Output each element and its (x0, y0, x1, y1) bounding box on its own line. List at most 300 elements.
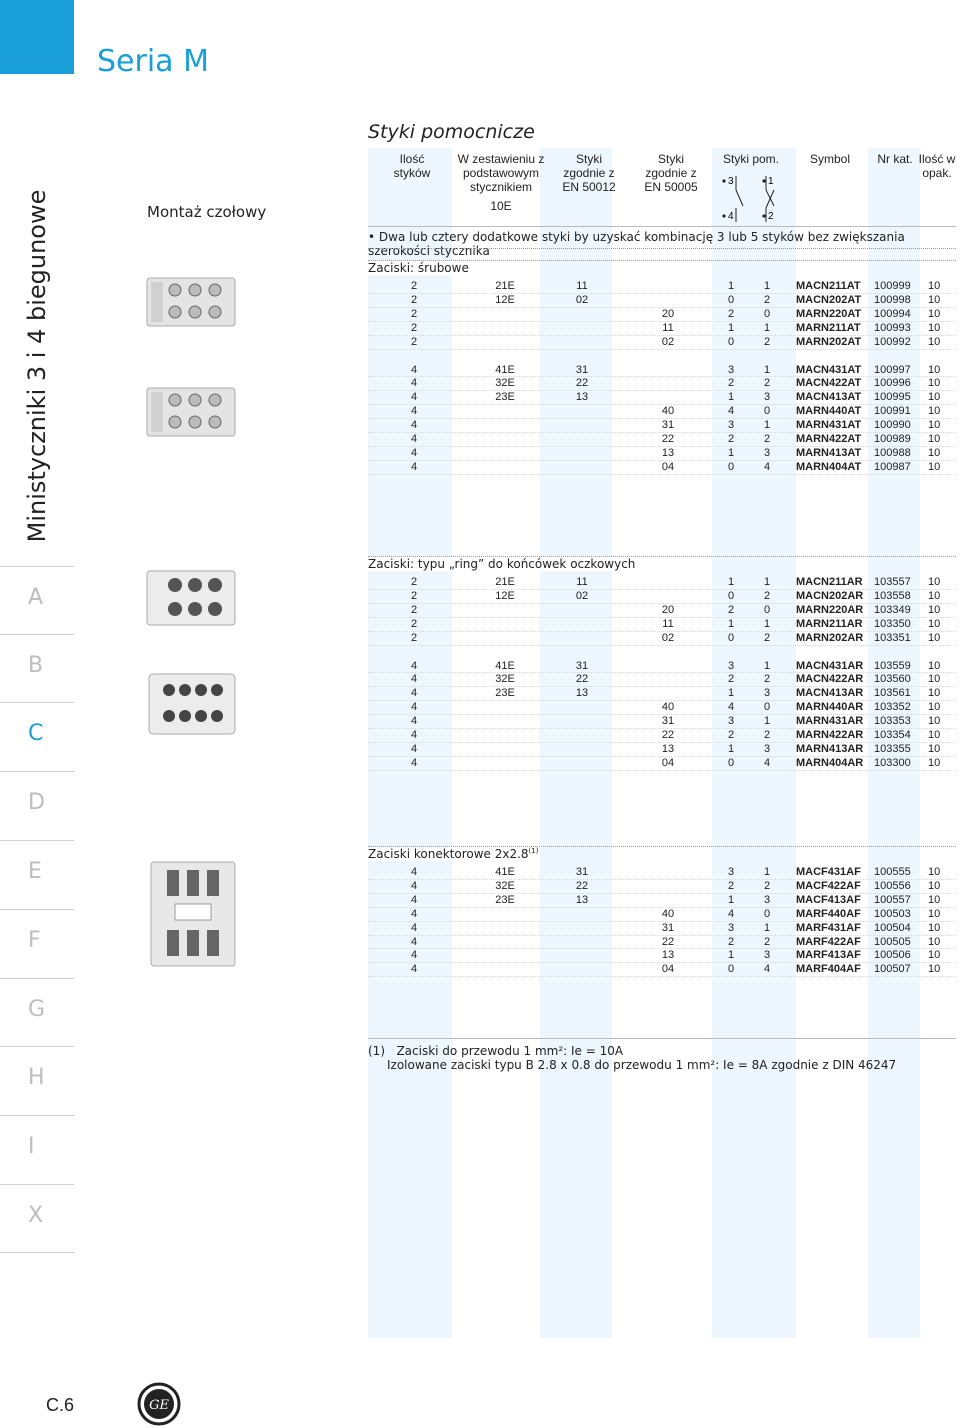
cell-symbol: MARN211AR (796, 617, 863, 630)
contact-diagram-icon (716, 168, 786, 226)
page-title: Seria M (97, 44, 209, 79)
table-row (368, 618, 956, 632)
cell-nz: 1 (727, 742, 735, 755)
cell-en50012: 31 (575, 866, 589, 878)
footnote-line2: Izolowane zaciski typu B 2.8 x 0.8 do przewodu 1 mm²: Ie = 8A zgodnie z DIN 46247 (387, 1058, 897, 1072)
cell-opak: 10 (928, 335, 941, 348)
cell-nr-kat: 100556 (874, 879, 911, 892)
section-label (368, 557, 635, 571)
cell-nz: 2 (727, 307, 735, 320)
cell-no: 1 (763, 576, 771, 588)
cell-no: 2 (763, 879, 771, 892)
table-row (368, 687, 956, 701)
cell-symbol: MACN211AR (796, 576, 863, 588)
cell-symbol: MARN211AT (796, 321, 861, 334)
cell-nr-kat: 103561 (874, 687, 911, 700)
cell-opak: 10 (928, 921, 941, 934)
cell-ilosc: 4 (410, 673, 418, 686)
cell-symbol: MARN440AR (796, 701, 864, 714)
cell-ilosc: 4 (410, 377, 418, 390)
cell-en50005: 40 (661, 405, 675, 418)
cell-symbol: MACN422AT (796, 377, 862, 390)
cell-opak: 10 (928, 729, 941, 741)
footnote-line1: Zaciski do przewodu 1 mm²: Ie = 10A (396, 1044, 624, 1058)
cell-en50012: 11 (576, 576, 588, 588)
cell-opak: 10 (928, 280, 941, 292)
cell-en50005: 13 (661, 742, 675, 755)
cell-en50012: 13 (575, 687, 589, 700)
cell-no: 1 (763, 715, 771, 728)
cell-symbol: MACN431AT (796, 363, 862, 376)
cell-no: 2 (763, 293, 771, 306)
cell-symbol: MARN220AR (796, 603, 864, 616)
cell-nr-kat: 100990 (874, 419, 911, 432)
cell-zestawienie: 21E (495, 280, 515, 292)
header-nr-kat: Nr kat. (877, 152, 913, 166)
cell-nz: 3 (727, 659, 735, 672)
cell-nr-kat: 103560 (874, 673, 911, 686)
cell-nr-kat: 100999 (874, 280, 911, 292)
cell-ilosc: 2 (410, 589, 418, 602)
section-index-c[interactable]: C (0, 702, 74, 770)
cell-en50005: 02 (661, 335, 675, 348)
cell-symbol: MARN413AR (796, 742, 864, 755)
table-row (368, 729, 956, 743)
cell-en50005: 04 (661, 756, 675, 769)
cell-symbol: MACN422AR (796, 673, 864, 686)
table-row (368, 922, 956, 936)
cell-nz: 2 (727, 433, 735, 445)
cell-nr-kat: 100555 (874, 866, 911, 878)
cell-en50005: 11 (662, 321, 674, 334)
mount-label: Montaż czołowy (147, 203, 267, 221)
section-index-i[interactable]: I (0, 1115, 74, 1183)
rail-end (0, 1252, 74, 1272)
cell-ilosc: 4 (410, 446, 418, 459)
cell-ilosc: 4 (410, 687, 418, 700)
cell-zestawienie: 32E (495, 879, 515, 892)
cell-no: 0 (763, 907, 771, 920)
cell-no: 2 (763, 631, 771, 644)
cell-opak: 10 (928, 293, 941, 306)
table-row (368, 936, 956, 950)
section-index-a[interactable]: A (0, 566, 74, 634)
row-divider (368, 474, 956, 475)
table-row (368, 433, 956, 447)
cell-opak: 10 (928, 617, 941, 630)
divider (368, 226, 956, 227)
cell-opak: 10 (928, 433, 941, 445)
cell-nz: 3 (727, 419, 735, 432)
row-divider (368, 976, 956, 977)
cell-no: 0 (763, 701, 771, 714)
cell-no: 4 (763, 460, 771, 473)
table-row (368, 405, 956, 419)
diagram-label: 2 (768, 211, 774, 222)
cell-no: 1 (763, 419, 771, 432)
cell-symbol: MARN404AR (796, 756, 864, 769)
cell-no: 2 (763, 335, 771, 348)
cell-symbol: MARN440AT (796, 405, 862, 418)
cell-zestawienie: 32E (495, 377, 515, 390)
cell-nr-kat: 100988 (874, 446, 911, 459)
table-row (368, 908, 956, 922)
section-label (368, 261, 469, 275)
cell-en50005: 31 (661, 921, 675, 934)
note-text: Dwa lub cztery dodatkowe styki by uzyskać kombinację 3 lub 5 styków bez zwiększania szerokości stycznika (368, 230, 905, 258)
cell-nz: 3 (727, 866, 735, 878)
cell-ilosc: 2 (410, 321, 418, 334)
cell-ilosc: 2 (410, 335, 418, 348)
section-index-d[interactable]: D (0, 771, 74, 839)
cell-opak: 10 (928, 659, 941, 672)
header-ilosc-opak: Ilość w opak. (918, 152, 956, 180)
cell-nz: 0 (727, 589, 735, 602)
table-row (368, 715, 956, 729)
cell-en50005: 31 (661, 419, 675, 432)
cell-symbol: MACN202AT (796, 293, 862, 306)
cell-no: 1 (763, 659, 771, 672)
section-index-h[interactable]: H (0, 1046, 74, 1114)
cell-en50005: 40 (661, 907, 675, 920)
cell-ilosc: 2 (410, 631, 418, 644)
cell-ilosc: 2 (410, 293, 418, 306)
cell-nz: 2 (727, 729, 735, 741)
cell-ilosc: 4 (410, 419, 418, 432)
cell-no: 4 (763, 756, 771, 769)
cell-nz: 1 (727, 687, 735, 700)
cell-no: 1 (763, 321, 771, 334)
cell-no: 0 (763, 307, 771, 320)
cell-nz: 3 (727, 921, 735, 934)
section-index-g[interactable]: G (0, 978, 74, 1046)
cell-ilosc: 4 (410, 742, 418, 755)
cell-opak: 10 (928, 756, 941, 769)
cell-en50005: 40 (661, 701, 675, 714)
divider (368, 1038, 956, 1039)
cell-nr-kat: 103355 (874, 742, 911, 755)
cell-no: 2 (763, 377, 771, 390)
cell-no: 2 (763, 433, 771, 445)
cell-nr-kat: 100994 (874, 307, 911, 320)
table-row (368, 894, 956, 908)
table-row (368, 604, 956, 618)
cell-en50012: 02 (575, 293, 589, 306)
section-index-e[interactable]: E (0, 840, 74, 908)
footnote-marker: (1) (368, 1044, 385, 1058)
product-photo (145, 270, 240, 332)
cell-ilosc: 4 (410, 935, 418, 948)
cell-symbol: MACN202AR (796, 589, 864, 602)
row-divider (368, 770, 956, 771)
cell-no: 3 (763, 949, 771, 962)
cell-opak: 10 (928, 631, 941, 644)
table-row (368, 419, 956, 433)
cell-en50005: 22 (661, 433, 675, 445)
cell-no: 2 (763, 589, 771, 602)
divider (368, 248, 956, 249)
cell-nz: 3 (727, 363, 735, 376)
cell-nz: 1 (727, 391, 735, 404)
cell-symbol: MARF440AF (796, 907, 861, 920)
header-symbol: Symbol (809, 152, 850, 166)
cell-no: 3 (763, 391, 771, 404)
cell-ilosc: 2 (410, 280, 418, 292)
cell-ilosc: 4 (410, 405, 418, 418)
cell-opak: 10 (928, 701, 941, 714)
cell-ilosc: 4 (410, 756, 418, 769)
cell-opak: 10 (928, 879, 941, 892)
cell-nz: 1 (727, 280, 735, 292)
cell-en50005: 02 (661, 631, 675, 644)
cell-nz: 3 (727, 715, 735, 728)
cell-symbol: MARF413AF (796, 949, 861, 962)
cell-nr-kat: 100557 (874, 893, 911, 906)
cell-nr-kat: 100506 (874, 949, 911, 962)
cell-no: 2 (763, 935, 771, 948)
cell-nz: 2 (727, 879, 735, 892)
table-row (368, 701, 956, 715)
cell-ilosc: 2 (410, 307, 418, 320)
cell-nz: 4 (727, 405, 735, 418)
cell-nr-kat: 103349 (874, 603, 911, 616)
footnote (368, 1044, 896, 1072)
cell-en50005: 04 (661, 963, 675, 976)
cell-ilosc: 2 (410, 603, 418, 616)
cell-no: 4 (763, 963, 771, 976)
table-row (368, 322, 956, 336)
cell-en50005: 22 (661, 935, 675, 948)
cell-ilosc: 4 (410, 460, 418, 473)
footnote-ref: (1) (528, 847, 539, 855)
cell-symbol: MARN220AT (796, 307, 862, 320)
cell-en50012: 31 (575, 659, 589, 672)
cell-nr-kat: 100998 (874, 293, 911, 306)
cell-no: 1 (763, 617, 771, 630)
header-w-zestawieniu: W zestawieniu z podstawowym stycznikiem (457, 152, 545, 194)
diagram-label: 4 (728, 211, 734, 222)
cell-opak: 10 (928, 935, 941, 948)
cell-opak: 10 (928, 893, 941, 906)
cell-en50005: 04 (661, 460, 675, 473)
cell-nz: 0 (727, 335, 735, 348)
cell-no: 3 (763, 742, 771, 755)
cell-ilosc: 4 (410, 949, 418, 962)
cell-nr-kat: 100503 (874, 907, 911, 920)
cell-ilosc: 4 (410, 866, 418, 878)
section-title: Styki pomocnicze (368, 121, 535, 143)
cell-en50005: 22 (661, 729, 675, 741)
section-index (0, 0, 74, 1428)
cell-symbol: MARN202AT (796, 335, 862, 348)
cell-zestawienie: 23E (495, 391, 515, 404)
cell-en50005: 31 (661, 715, 675, 728)
cell-symbol: MARN202AR (796, 631, 864, 644)
row-divider (368, 349, 956, 350)
cell-zestawienie: 41E (495, 866, 515, 878)
header-en50012: Styki zgodnie z EN 50012 (562, 152, 616, 194)
cell-opak: 10 (928, 715, 941, 728)
cell-zestawienie: 41E (495, 659, 515, 672)
cell-nr-kat: 103558 (874, 589, 911, 602)
cell-opak: 10 (928, 603, 941, 616)
cell-symbol: MARN404AT (796, 460, 862, 473)
table-row (368, 364, 956, 378)
cell-ilosc: 4 (410, 921, 418, 934)
cell-nr-kat: 100505 (874, 935, 911, 948)
cell-en50012: 22 (575, 673, 589, 686)
section-label-text: Zaciski: typu „ring” do końcówek oczkowych (368, 557, 636, 571)
cell-nr-kat: 100992 (874, 335, 911, 348)
cell-symbol: MACF413AF (796, 893, 861, 906)
product-photo (145, 670, 240, 740)
cell-symbol: MARN422AT (796, 433, 862, 445)
product-photo (145, 565, 240, 630)
cell-opak: 10 (928, 673, 941, 686)
cell-no: 1 (763, 363, 771, 376)
cell-ilosc: 4 (410, 893, 418, 906)
cell-no: 0 (763, 405, 771, 418)
cell-opak: 10 (928, 363, 941, 376)
table-row (368, 866, 956, 880)
cell-opak: 10 (928, 460, 941, 473)
cell-symbol: MACN413AT (796, 391, 862, 404)
cell-symbol: MACN211AT (796, 280, 861, 292)
cell-no: 3 (763, 446, 771, 459)
row-divider (368, 645, 956, 646)
table-row (368, 461, 956, 475)
cell-en50012: 31 (575, 363, 589, 376)
cell-nr-kat: 100995 (874, 391, 911, 404)
cell-opak: 10 (928, 419, 941, 432)
cell-opak: 10 (928, 742, 941, 755)
table-row (368, 949, 956, 963)
cell-nz: 2 (727, 377, 735, 390)
cell-no: 0 (763, 603, 771, 616)
cell-en50005: 20 (661, 307, 675, 320)
cell-zestawienie: 12E (495, 589, 515, 602)
cell-en50012: 22 (575, 879, 589, 892)
section-label (368, 847, 538, 861)
cell-nr-kat: 103354 (874, 729, 911, 741)
cell-en50012: 22 (575, 377, 589, 390)
cell-zestawienie: 12E (495, 293, 515, 306)
cell-nr-kat: 103559 (874, 659, 911, 672)
section-label-text: Zaciski konektorowe 2x2.8 (368, 847, 529, 861)
cell-ilosc: 4 (410, 363, 418, 376)
cell-opak: 10 (928, 949, 941, 962)
cell-en50012: 02 (575, 589, 589, 602)
diagram-label: 3 (728, 176, 734, 187)
cell-nz: 1 (727, 893, 735, 906)
cell-symbol: MACN413AR (796, 687, 864, 700)
cell-nz: 1 (727, 617, 735, 630)
table-row (368, 576, 956, 590)
cell-ilosc: 4 (410, 963, 418, 976)
cell-nr-kat: 103353 (874, 715, 911, 728)
cell-en50005: 11 (662, 617, 674, 630)
table-row (368, 336, 956, 350)
cell-opak: 10 (928, 589, 941, 602)
cell-symbol: MACN431AR (796, 659, 864, 672)
cell-opak: 10 (928, 687, 941, 700)
table-row (368, 294, 956, 308)
cell-ilosc: 2 (410, 576, 418, 588)
cell-nr-kat: 100504 (874, 921, 911, 934)
vertical-title-text: Ministyczniki 3 i 4 biegunowe (23, 189, 51, 543)
section-index-b[interactable]: B (0, 634, 74, 702)
cell-symbol: MARN422AR (796, 729, 864, 741)
cell-zestawienie: 21E (495, 576, 515, 588)
page-number: C.6 (46, 1395, 75, 1415)
cell-nr-kat: 100991 (874, 405, 911, 418)
svg-text:GE: GE (149, 1398, 169, 1413)
cell-zestawienie: 32E (495, 673, 515, 686)
cell-opak: 10 (928, 576, 941, 588)
table-row (368, 280, 956, 294)
cell-en50005: 20 (661, 603, 675, 616)
header-ilosc-stykow: Ilość styków (393, 152, 431, 180)
cell-zestawienie: 41E (495, 363, 515, 376)
cell-ilosc: 2 (410, 617, 418, 630)
cell-ilosc: 4 (410, 659, 418, 672)
cell-no: 1 (763, 866, 771, 878)
cell-no: 3 (763, 687, 771, 700)
cell-nr-kat: 103352 (874, 701, 911, 714)
cell-opak: 10 (928, 963, 941, 976)
cell-symbol: MARF431AF (796, 921, 861, 934)
cell-nz: 1 (727, 576, 735, 588)
cell-symbol: MARF422AF (796, 935, 861, 948)
table-row (368, 308, 956, 322)
cell-no: 1 (763, 921, 771, 934)
table-row (368, 673, 956, 687)
table-row (368, 377, 956, 391)
cell-nz: 0 (727, 631, 735, 644)
table-row (368, 391, 956, 405)
header-en50005: Styki zgodnie z EN 50005 (644, 152, 698, 194)
table-row (368, 757, 956, 771)
cell-nz: 4 (727, 907, 735, 920)
cell-nz: 2 (727, 673, 735, 686)
section-index-x[interactable]: X (0, 1184, 74, 1252)
cell-no: 2 (763, 673, 771, 686)
table-row (368, 590, 956, 604)
cell-symbol: MACF431AF (796, 866, 861, 878)
cell-ilosc: 4 (410, 433, 418, 445)
cell-nr-kat: 100996 (874, 377, 911, 390)
cell-symbol: MARN431AT (796, 419, 862, 432)
cell-nr-kat: 100507 (874, 963, 911, 976)
cell-nr-kat: 103351 (874, 631, 911, 644)
cell-symbol: MACF422AF (796, 879, 861, 892)
cell-nz: 2 (727, 603, 735, 616)
cell-zestawienie: 23E (495, 893, 515, 906)
header-styki-pom: Styki pom. (722, 152, 779, 166)
cell-symbol: MARN431AR (796, 715, 864, 728)
section-index-f[interactable]: F (0, 909, 74, 977)
cell-opak: 10 (928, 321, 941, 334)
table-row (368, 880, 956, 894)
ge-logo-icon (137, 1382, 181, 1426)
cell-opak: 10 (928, 377, 941, 390)
cell-nr-kat: 100989 (874, 433, 911, 445)
cell-nz: 4 (727, 701, 735, 714)
cell-no: 3 (763, 893, 771, 906)
cell-opak: 10 (928, 866, 941, 878)
table-row (368, 447, 956, 461)
cell-nr-kat: 103557 (874, 576, 911, 588)
